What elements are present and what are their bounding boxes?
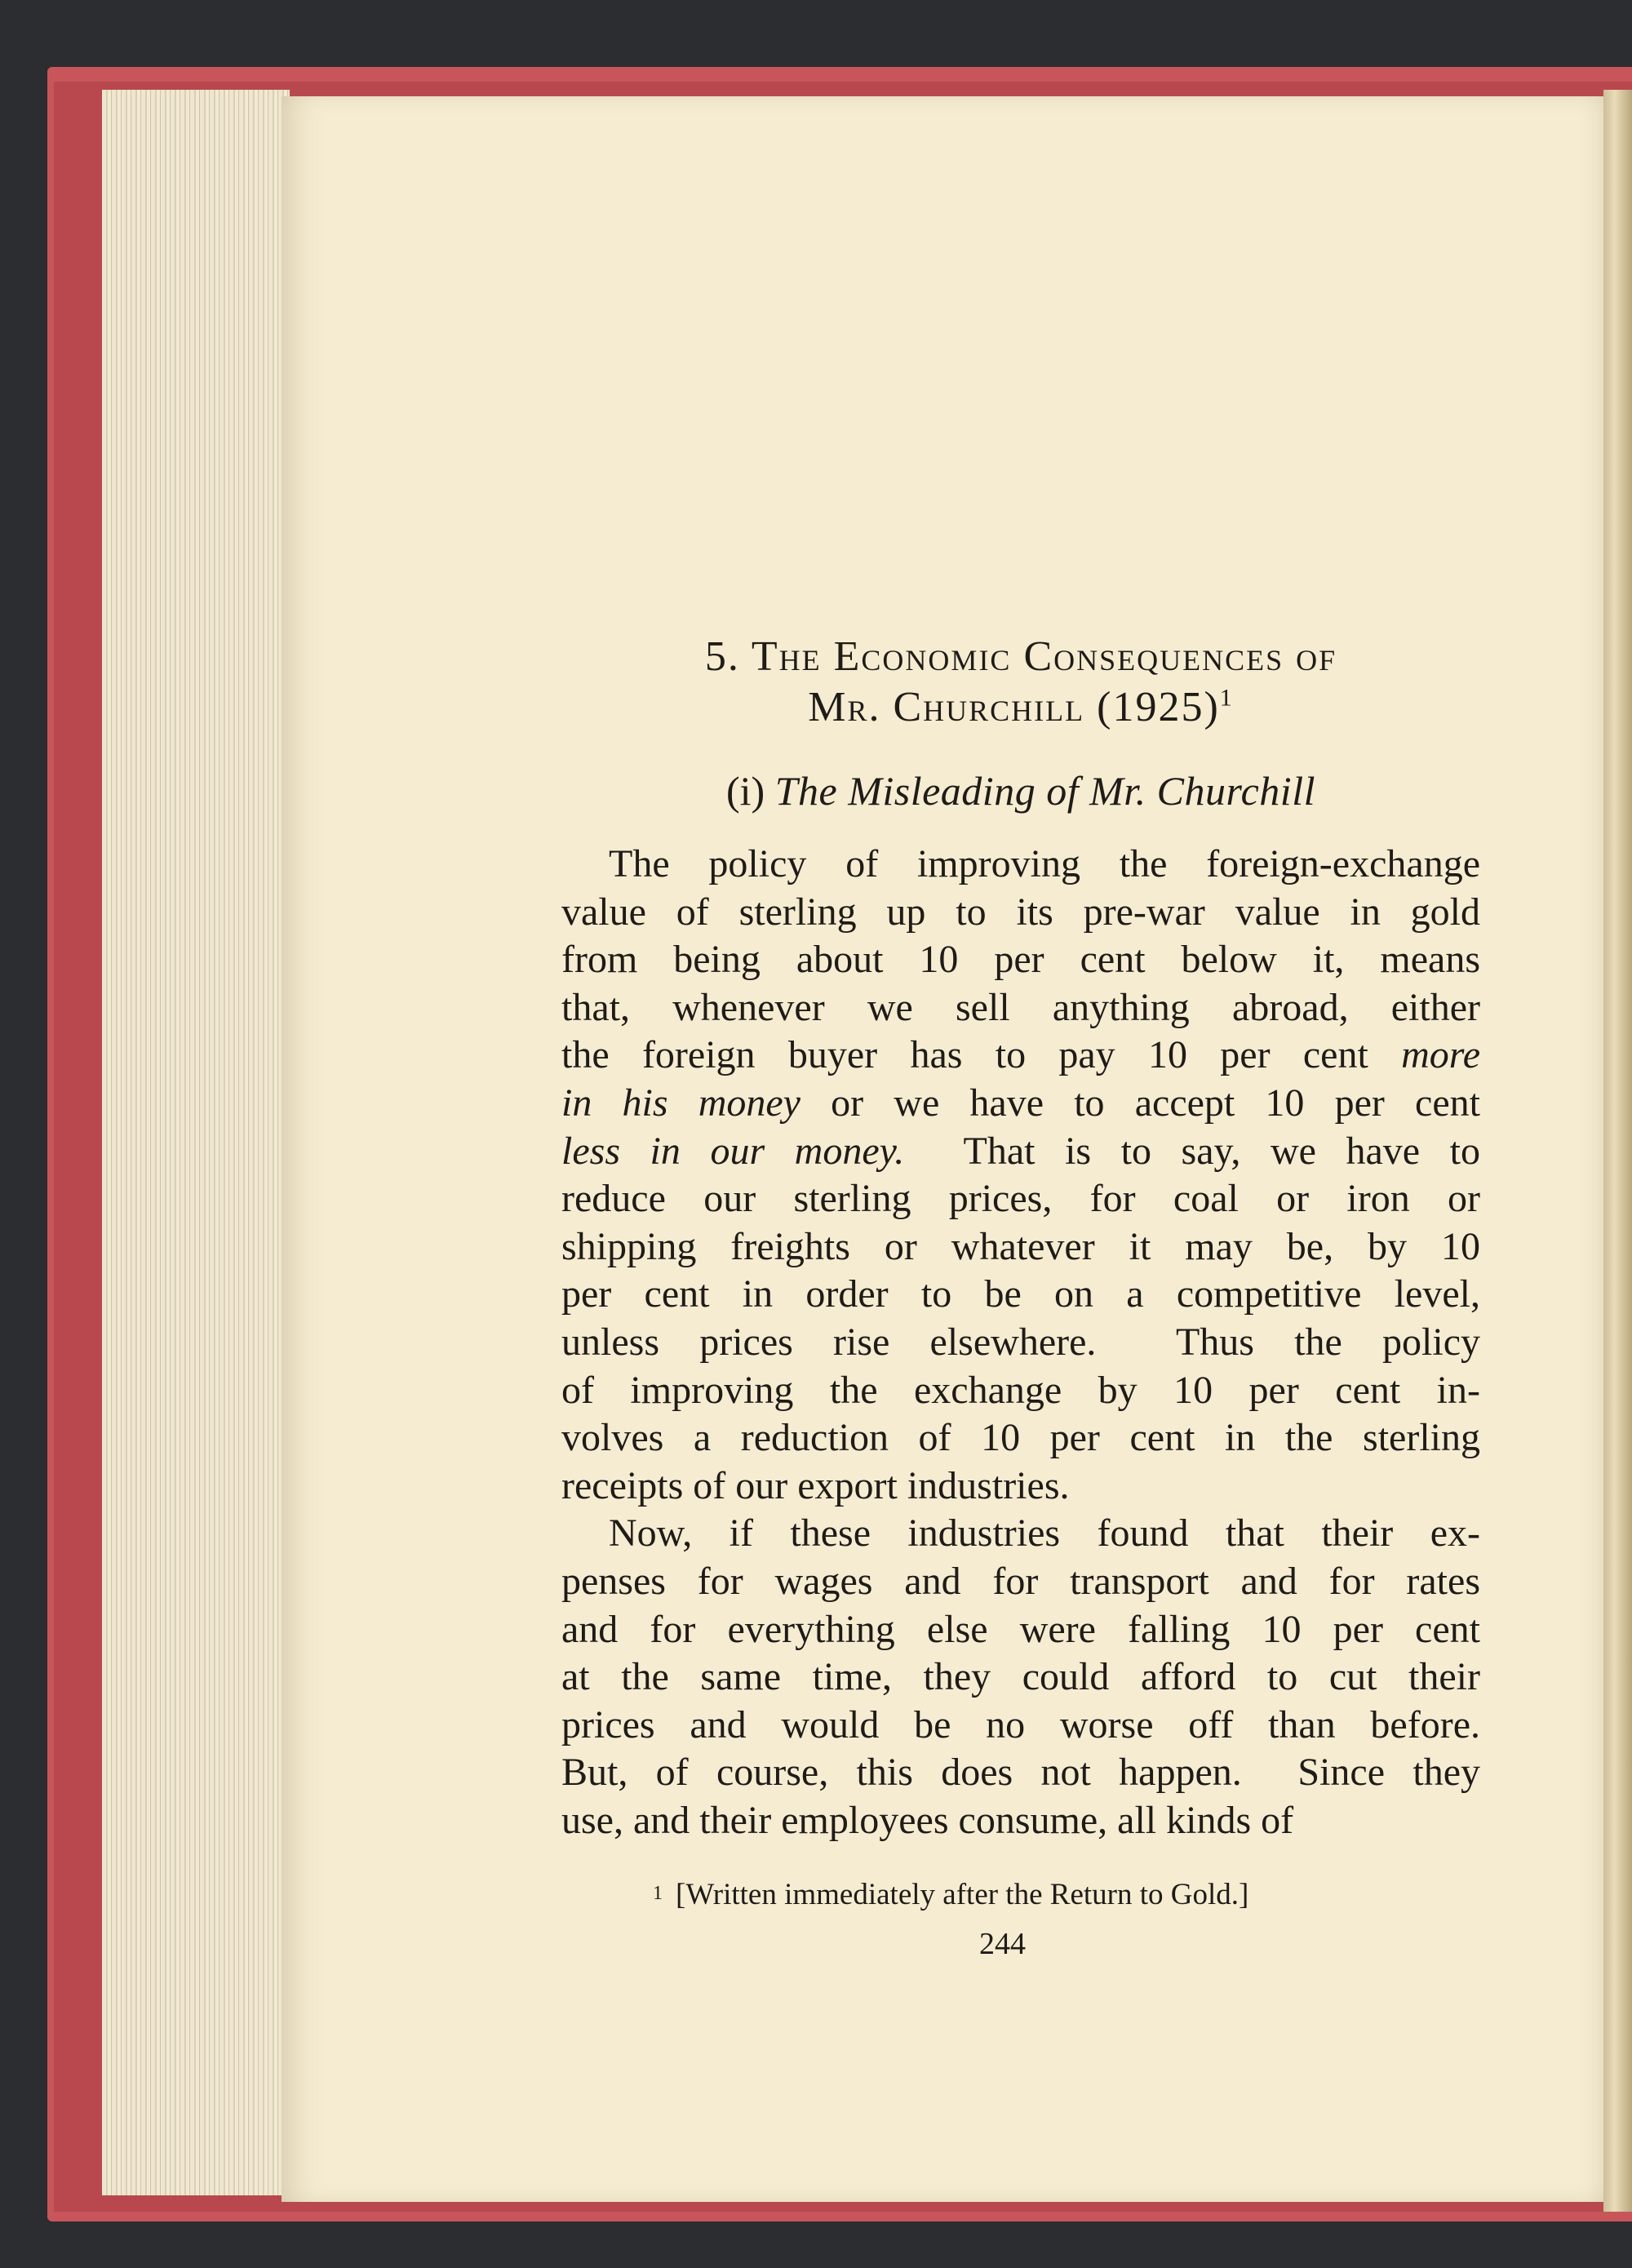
text-line bbox=[561, 1367, 1480, 1414]
text-segment: from being about 10 per cent below it, means bbox=[561, 938, 1480, 982]
text-segment: The policy of improving the foreign-exchange bbox=[609, 842, 1480, 885]
italic-text: in his money bbox=[561, 1081, 800, 1125]
text-line bbox=[561, 1128, 1480, 1175]
text-segment: prices and would be no worse off than before. bbox=[561, 1702, 1480, 1746]
text-line bbox=[561, 1032, 1480, 1079]
text-segment: unless prices rise elsewhere. Thus the policy bbox=[561, 1320, 1480, 1364]
text-line bbox=[561, 1606, 1480, 1653]
footnote-text: [Written immediately after the Return to Gold.] bbox=[676, 1878, 1249, 1911]
text-segment: use, and their employees consume, all kinds of bbox=[561, 1799, 1294, 1842]
text-segment: and for everything else were falling 10 per cent bbox=[561, 1607, 1480, 1651]
text-segment: But, of course, this does not happen. Since they bbox=[561, 1751, 1480, 1795]
text-segment: volves a reduction of 10 per cent in the sterling bbox=[561, 1416, 1480, 1460]
text-line bbox=[561, 1462, 1480, 1510]
section-subheading bbox=[561, 767, 1480, 814]
chapter-number: 5. bbox=[704, 633, 740, 680]
section-numeral: (i) bbox=[726, 768, 765, 814]
text-segment: or we have to accept 10 per cent bbox=[800, 1081, 1481, 1125]
text-line bbox=[561, 889, 1480, 936]
text-line bbox=[561, 1749, 1480, 1796]
text-line bbox=[561, 1319, 1480, 1366]
text-line bbox=[561, 1797, 1480, 1844]
chapter-heading-line2 bbox=[561, 683, 1480, 731]
text-line bbox=[561, 1271, 1480, 1318]
text-line bbox=[561, 936, 1480, 983]
text-segment: reduce our sterling prices, for coal or iron or bbox=[561, 1177, 1480, 1221]
text-segment: That is to say, we have to bbox=[904, 1129, 1480, 1173]
text-segment: Now, if these industries found that their ex- bbox=[609, 1511, 1480, 1556]
chapter-title-part1: The Economic Consequences of bbox=[751, 633, 1337, 680]
text-line bbox=[561, 1558, 1480, 1605]
footnote-mark: 1 bbox=[653, 1883, 663, 1904]
text-line bbox=[561, 1414, 1480, 1462]
text-line bbox=[561, 1510, 1480, 1557]
text-line bbox=[561, 1702, 1480, 1749]
text-segment: receipts of our export industries. bbox=[561, 1463, 1070, 1507]
text-line bbox=[561, 984, 1480, 1032]
text-segment: per cent in order to be on a competitive level, bbox=[561, 1272, 1480, 1316]
footnote-reference[interactable]: 1 bbox=[1219, 684, 1234, 712]
italic-text: less in our money. bbox=[561, 1129, 905, 1173]
text-line bbox=[561, 1175, 1480, 1223]
section-title: The Misleading of Mr. Churchill bbox=[774, 768, 1315, 814]
page-edges bbox=[102, 90, 290, 2195]
italic-text: more bbox=[1401, 1033, 1480, 1077]
text-line bbox=[561, 1080, 1480, 1127]
chapter-title-part2: Mr. Churchill (1925) bbox=[808, 684, 1220, 730]
text-line bbox=[561, 1653, 1480, 1701]
text-segment: that, whenever we sell anything abroad, either bbox=[561, 985, 1480, 1029]
text-line bbox=[561, 1223, 1480, 1271]
footnote bbox=[653, 1877, 1248, 1912]
page-number: 244 bbox=[979, 1927, 1026, 1961]
text-segment: value of sterling up to its pre-war value in gold bbox=[561, 890, 1480, 934]
text-segment: at the same time, they could afford to cut their bbox=[561, 1655, 1480, 1699]
text-segment: penses for wages and for transport and for rates bbox=[561, 1560, 1480, 1603]
text-segment: of improving the exchange by 10 per cent in- bbox=[561, 1368, 1480, 1412]
text-line bbox=[561, 841, 1480, 888]
chapter-heading-line1 bbox=[561, 632, 1480, 681]
text-segment: shipping freights or whatever it may be, by 10 bbox=[561, 1224, 1480, 1268]
book-gutter bbox=[1603, 90, 1632, 2212]
text-segment: the foreign buyer has to pay 10 per cent bbox=[561, 1033, 1402, 1077]
